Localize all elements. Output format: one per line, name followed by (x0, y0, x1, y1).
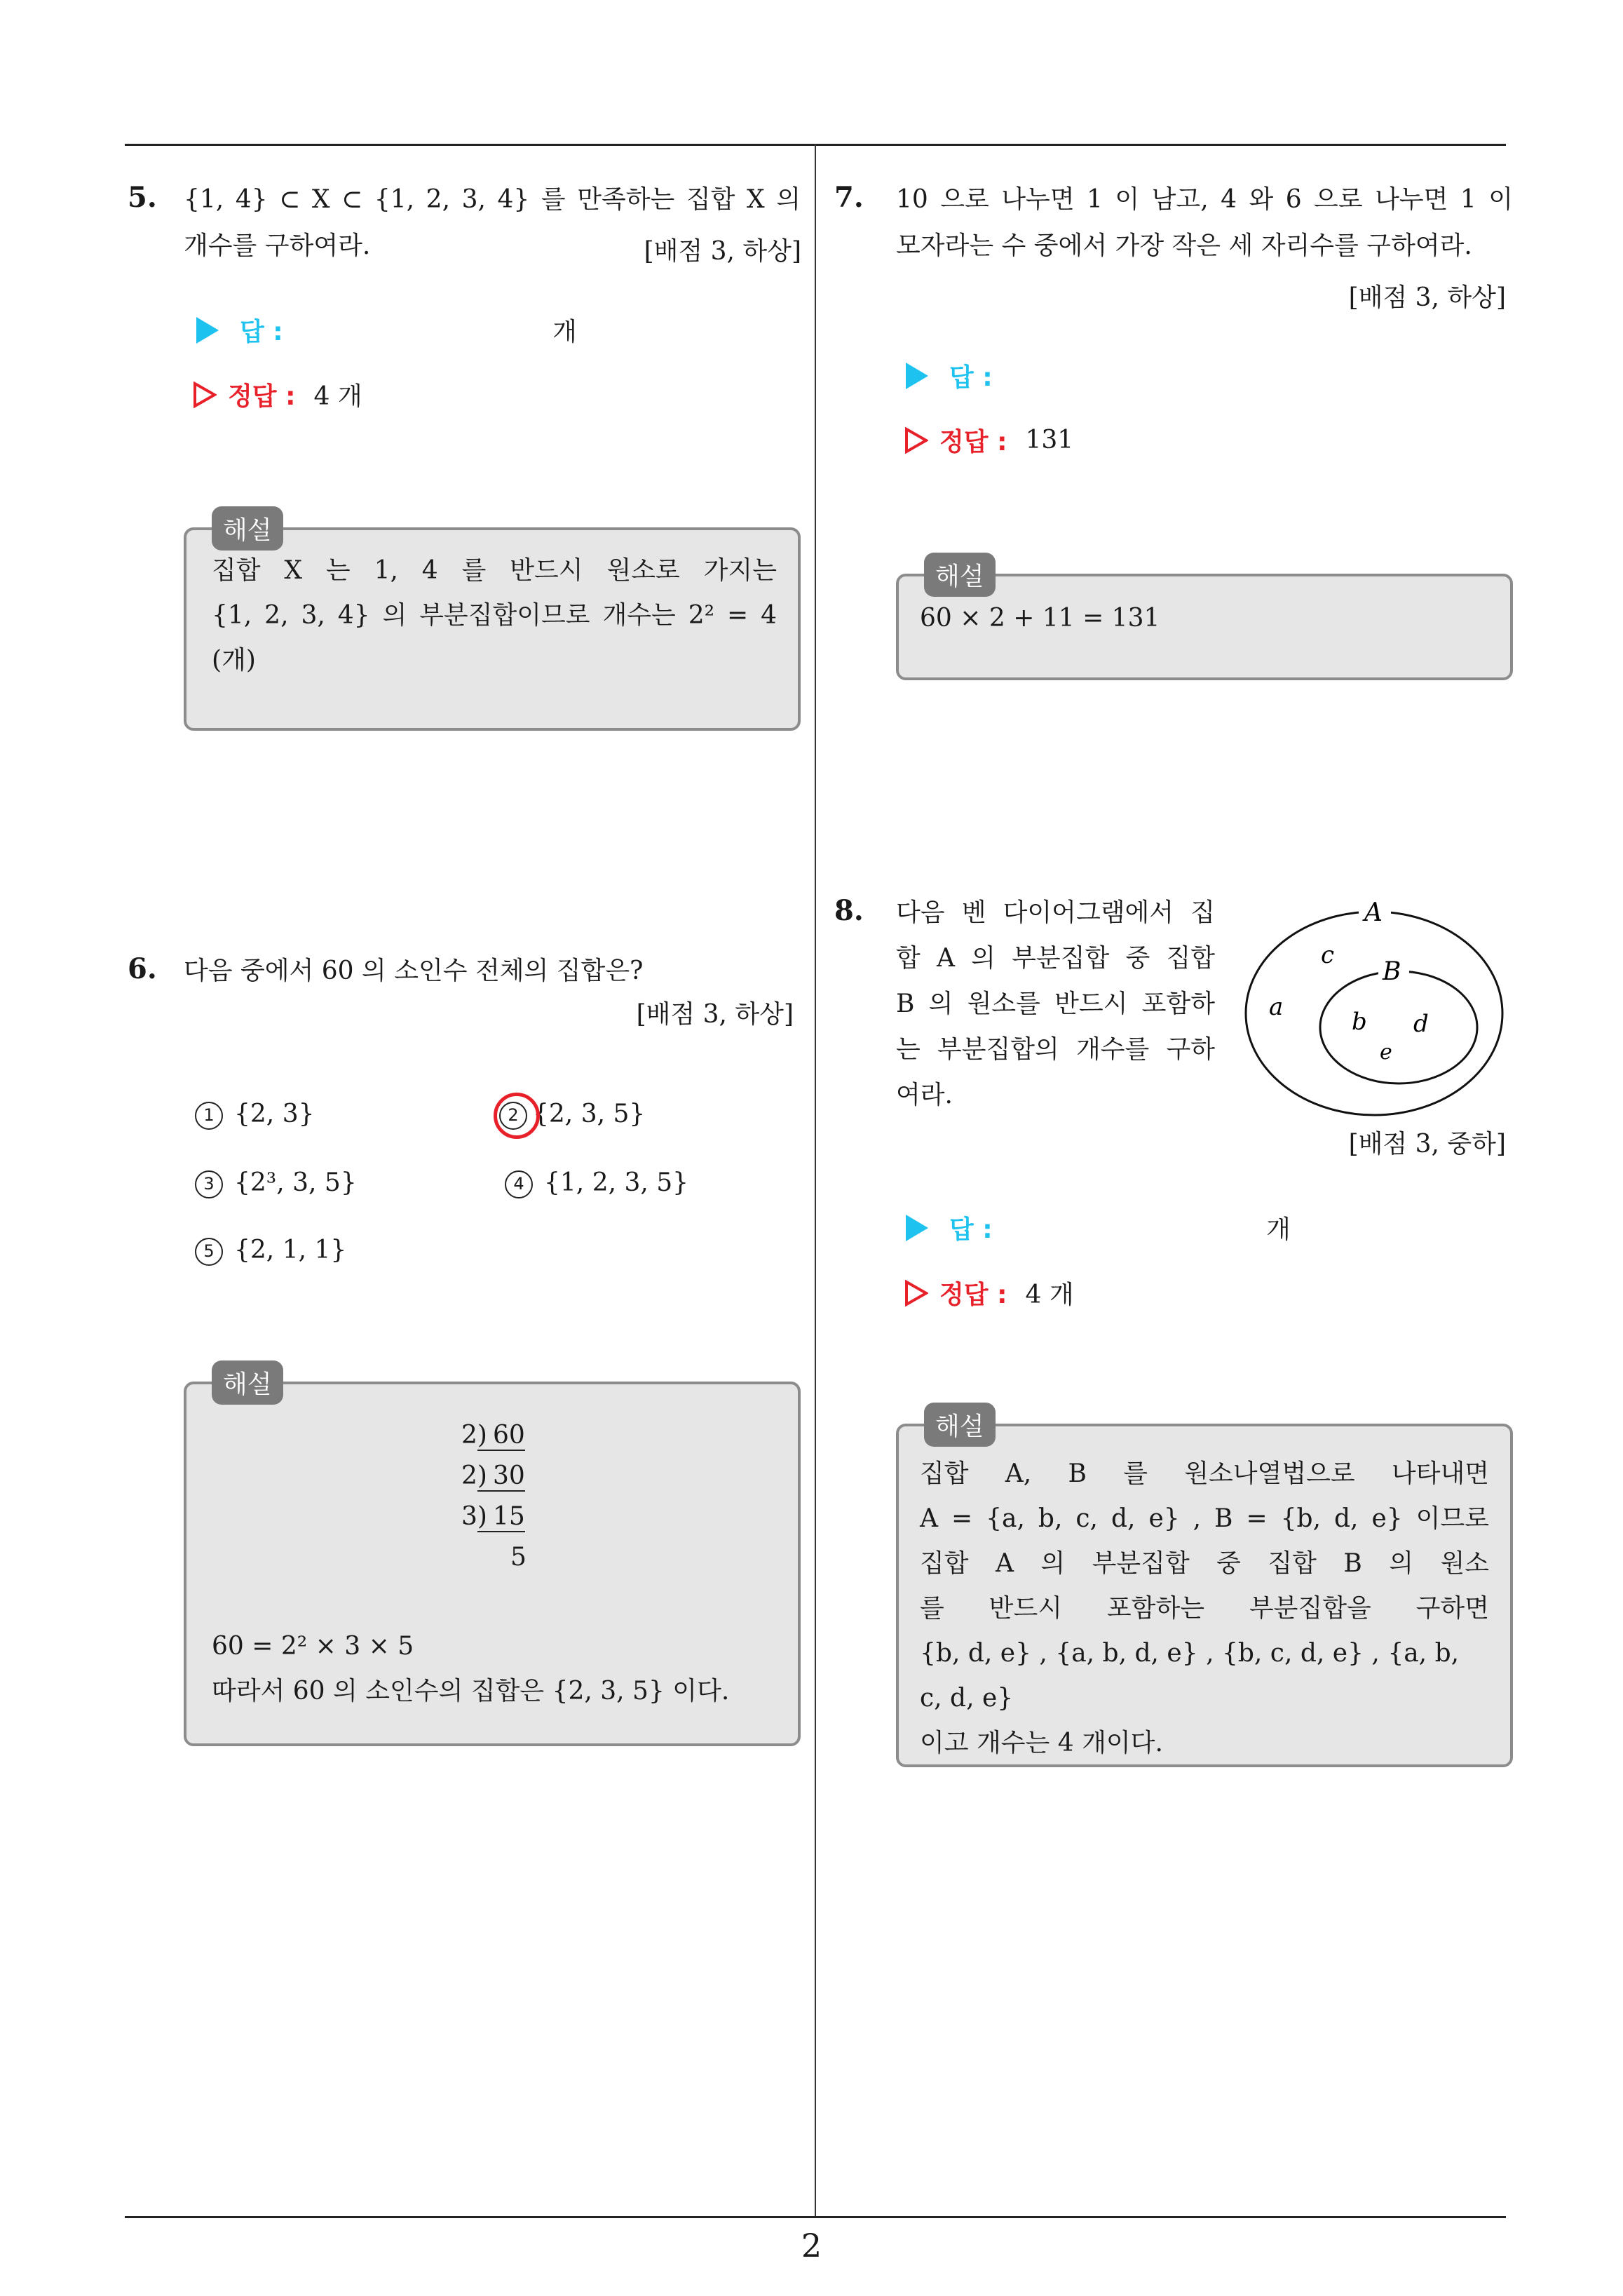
answer-input[interactable] (1045, 1210, 1258, 1243)
answer-row (906, 358, 993, 393)
question-text: {1, 4} ⊂ X ⊂ {1, 2, 3, 4} 를 만족하는 집합 X 의 개수를 구하여라. (184, 185, 801, 260)
choice-1[interactable]: 1 {2, 3} (195, 1100, 315, 1130)
set-b-ellipse (1320, 971, 1477, 1083)
element-d: d (1413, 1010, 1429, 1038)
explanation-tag: 해설 (924, 1403, 996, 1447)
page-number: 2 (801, 2227, 822, 2264)
answer-label: 답 : (949, 1215, 993, 1244)
division-quotient: 5 (510, 1543, 527, 1572)
question-number: 6. (128, 952, 157, 985)
answer-input[interactable] (1045, 358, 1314, 391)
correct-value: 4 개 (1025, 1281, 1074, 1309)
correct-answer-row: 정답 : 4 개 (904, 1275, 1074, 1311)
outline-arrow-icon (904, 1280, 928, 1306)
set-a-ellipse (1246, 912, 1502, 1115)
explanation-text: 집합 A, B 를 원소나열법으로 나타내면 A = {a, b, c, d, e} , B = {b, d, e} 이므로 집합 A 의 부분집합 중 집합 B 의 원소 를 반드시 포함하는 부분집합을 구하면 {b, d, e} , {a, b, d, e} , {b, c, d, e} , {a, b, c, d, e} 이고 개수는 4 개이다. (920, 1459, 1489, 1757)
explanation-tag: 해설 (924, 553, 996, 597)
selected-mark-icon (494, 1093, 540, 1139)
circled-number-icon: 1 (195, 1102, 223, 1130)
answer-row (906, 1210, 993, 1245)
choice-3[interactable]: 3 {2³, 3, 5} (195, 1168, 357, 1198)
division-row: 3) 15 (461, 1502, 525, 1531)
play-arrow-icon (906, 363, 928, 389)
answer-input[interactable] (337, 312, 543, 346)
score-label: [배점 3, 하상] (644, 237, 801, 266)
circled-number-icon: 2 (499, 1102, 527, 1130)
circled-number-icon: 3 (195, 1170, 223, 1198)
column-divider (815, 144, 816, 2217)
question-text: 다음 중에서 60 의 소인수 전체의 집합은? (184, 957, 644, 985)
choice-5[interactable]: 5 {2, 1, 1} (195, 1236, 346, 1266)
set-b-label: B (1383, 957, 1401, 986)
score-label: [배점 3, 중하] (1348, 1130, 1506, 1159)
explanation-text: 60 = 2² × 3 × 5 따라서 60 의 소인수의 집합은 {2, 3, 5} 이다. (212, 1632, 730, 1706)
outline-arrow-icon (904, 427, 928, 454)
element-a: a (1269, 993, 1284, 1021)
choice-2[interactable]: 2 {2, 3, 5} (499, 1100, 645, 1130)
play-arrow-icon (906, 1215, 928, 1241)
answer-row (196, 312, 283, 348)
element-e: e (1380, 1040, 1392, 1065)
explanation-box (896, 1412, 1513, 1767)
explanation-tag: 해설 (212, 506, 283, 551)
question-text: 다음 벤 다이어그램에서 집 합 A 의 부분집합 중 집합 B 의 원소를 반드시 포함하 는 부분집합의 개수를 구하 여라. (896, 898, 1215, 1109)
correct-value: 4 개 (313, 382, 362, 411)
division-row: 2) 60 (461, 1421, 525, 1450)
element-c: c (1321, 941, 1335, 969)
answer-unit: 개 (1266, 1215, 1291, 1244)
play-arrow-icon (196, 317, 219, 344)
explanation-box (896, 562, 1513, 680)
explanation-tag: 해설 (212, 1360, 283, 1405)
circled-number-icon: 4 (505, 1170, 533, 1198)
correct-answer-row: 정답 : 131 (904, 422, 1073, 458)
choice-4[interactable]: 4 {1, 2, 3, 5} (505, 1168, 688, 1198)
score-label: [배점 3, 하상] (636, 1000, 794, 1029)
answer-label: 답 : (240, 318, 283, 346)
bottom-rule (125, 2216, 1506, 2218)
question-text: 10 으로 나누면 1 이 남고, 4 와 6 으로 나누면 1 이 모자라는 수 중에서 가장 작은 세 자리수를 구하여라. (896, 185, 1513, 260)
explanation-box (184, 516, 801, 731)
explanation-text: 집합 X 는 1, 4 를 반드시 원소로 가지는 {1, 2, 3, 4} 의 부분집합이므로 개수는 2² = 4 (개) (212, 556, 777, 675)
question-number: 8. (834, 894, 864, 927)
division-row: 2) 30 (461, 1461, 525, 1490)
element-b: b (1352, 1008, 1367, 1036)
question-number: 7. (834, 181, 864, 214)
answer-unit: 개 (552, 318, 577, 346)
explanation-box (184, 1370, 801, 1746)
outline-arrow-icon (193, 381, 217, 408)
set-a-label: A (1364, 901, 1383, 927)
correct-value: 131 (1025, 426, 1074, 454)
question-number: 5. (128, 181, 157, 214)
circled-number-icon: 5 (195, 1238, 223, 1266)
score-label: [배점 3, 하상] (1348, 283, 1506, 312)
correct-answer-row: 정답 : 4 개 (193, 377, 362, 412)
answer-label: 답 : (949, 363, 993, 392)
explanation-text: 60 × 2 + 11 = 131 (920, 604, 1160, 633)
venn-diagram (1241, 901, 1507, 1122)
